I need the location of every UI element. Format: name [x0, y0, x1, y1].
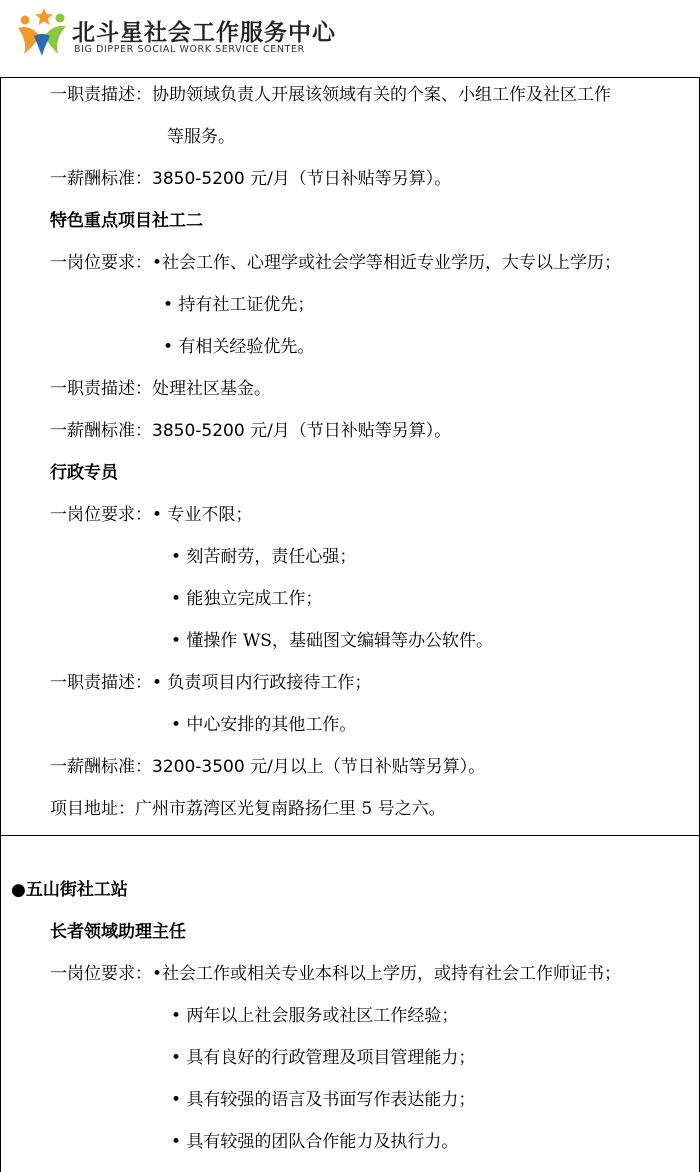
duty-label: 一职责描述： [50, 673, 152, 693]
job-section-2 [0, 835, 700, 1172]
req-item: • 具有较强的语言及书面写作表达能力； [171, 1090, 476, 1110]
salary-label: 一薪酬标准： [50, 421, 152, 441]
duty-item: • 负责项目内行政接待工作； [152, 673, 372, 693]
station-title: ●五山街社工站 [11, 880, 128, 900]
duty-line-1: 一职责描述：协助领域负责人开展该领域有关的个案、小组工作及社区工作 [50, 85, 611, 105]
req-item: • 有相关经验优先。 [163, 337, 315, 357]
project-address: 项目地址：广州市荔湾区光复南路扬仁里 5 号之六。 [50, 799, 446, 819]
req-item: • 两年以上社会服务或社区工作经验； [171, 1006, 459, 1026]
req-label: 一岗位要求： [50, 505, 152, 525]
req-item: • 能独立完成工作； [171, 589, 323, 609]
req-label: 一岗位要求： [50, 964, 152, 984]
job-title-elderly-assistant-director: 长者领域助理主任 [50, 922, 186, 942]
req-item: • 专业不限； [152, 505, 253, 525]
req-item: • 具有较强的团队合作能力及执行力。 [171, 1132, 459, 1152]
big-dipper-logo-icon [14, 6, 68, 58]
salary-unit: 元/月（节日补贴等另算）。 [244, 169, 452, 189]
salary-label: 一薪酬标准： [50, 757, 152, 777]
page-header [0, 0, 700, 68]
job-section-1 [0, 77, 700, 836]
salary-range: 3850-5200 [152, 421, 245, 441]
salary-line-3 [50, 756, 485, 778]
req-item: • 持有社工证优先； [163, 295, 315, 315]
req-item: •社会工作、心理学或社会学等相近专业学历，大专以上学历； [152, 253, 622, 273]
job-title-admin: 行政专员 [50, 463, 118, 483]
req-item: •社会工作或相关专业本科以上学历，或持有社会工作师证书； [152, 964, 622, 984]
req-label: 一岗位要求： [50, 253, 152, 273]
org-name: 北斗星社会工作服务中心 [72, 20, 336, 46]
duty-item: • 中心安排的其他工作。 [171, 715, 357, 735]
job2-req-line [50, 252, 621, 274]
salary-line-2 [50, 420, 451, 442]
salary-range: 3850-5200 [152, 169, 245, 189]
salary-unit: 元/月以上（节日补贴等另算）。 [244, 757, 486, 777]
req-line [50, 963, 621, 985]
salary-range: 3200-3500 [152, 757, 245, 777]
salary-label: 一薪酬标准： [50, 169, 152, 189]
req-item: • 具有良好的行政管理及项目管理能力； [171, 1048, 476, 1068]
req-item: • 刻苦耐劳，责任心强； [171, 547, 357, 567]
job-title-social-worker-2: 特色重点项目社工二 [50, 211, 203, 231]
req-item: • 懂操作 WS，基础图文编辑等办公软件。 [171, 631, 493, 651]
job3-req-line [50, 504, 252, 526]
duty-line-2: 等服务。 [167, 127, 235, 147]
salary-line-1 [50, 168, 451, 190]
job3-duty-line [50, 672, 371, 694]
salary-unit: 元/月（节日补贴等另算）。 [244, 421, 452, 441]
job2-duty: 一职责描述：处理社区基金。 [50, 379, 271, 399]
org-name-en: BIG DIPPER SOCIAL WORK SERVICE CENTER [74, 44, 305, 55]
